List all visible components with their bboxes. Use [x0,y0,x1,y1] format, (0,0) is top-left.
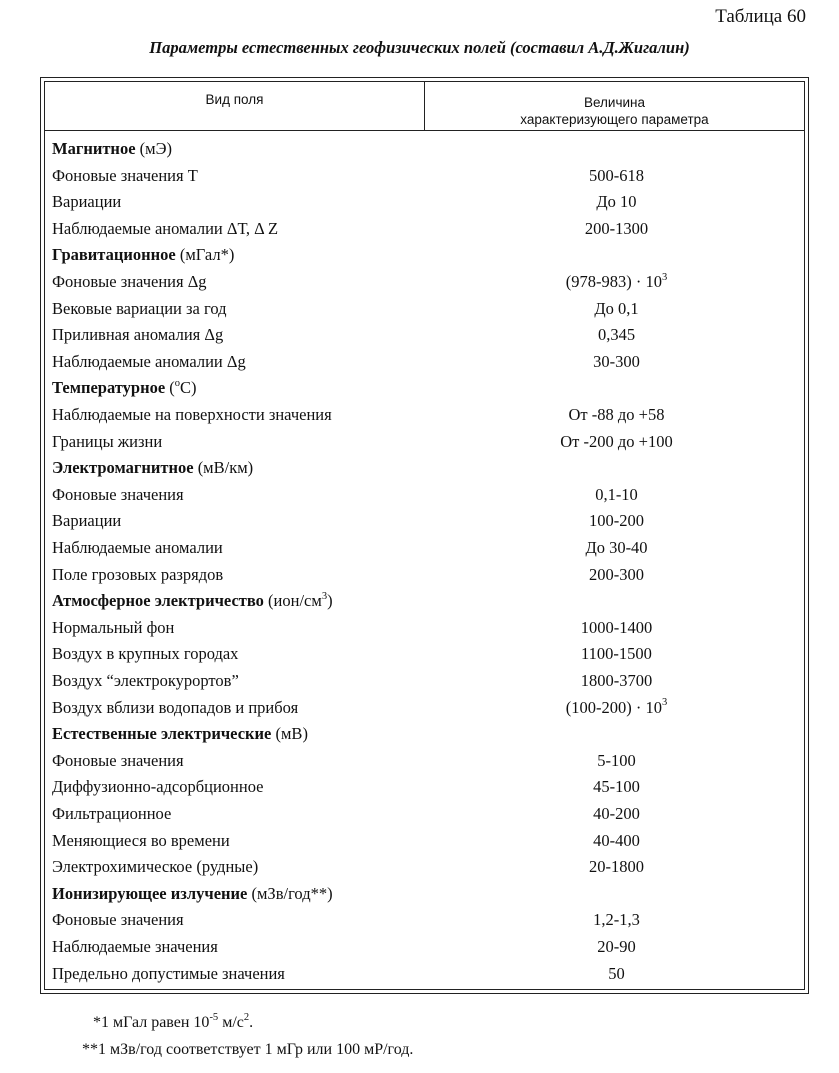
field-text: Нормальный фон [52,617,175,637]
field-name-cell [52,774,422,801]
table-section-row [45,881,804,908]
parameter-value: До 10 [596,192,637,212]
table-row [45,801,804,828]
field-text: Электрохимическое (рудные) [52,857,259,877]
field-text: Меняющиеся во времени [52,830,230,850]
field-text: Поле грозовых разрядов [52,564,224,584]
table-title: Параметры естественных геофизических полей (составил А.Д.Жигалин) [149,38,690,57]
table-header [45,82,804,131]
section-heading: Естественные электрические [52,724,272,744]
field-text: Фоновые значения [52,750,184,770]
field-text: (мЗв/год**) [247,883,333,903]
parameter-value-cell [425,907,808,934]
parameter-value-cell [425,189,808,216]
field-name-cell [52,216,422,243]
field-name-cell [52,881,422,908]
parameter-value: 0,345 [597,325,636,345]
parameter-value-cell [425,562,808,589]
parameter-value-cell [425,801,808,828]
field-text: Наблюдаемые аномалии [52,538,223,557]
table-row [45,322,804,349]
table-row [45,402,804,429]
field-name-cell [52,854,422,881]
field-name-cell [52,801,422,828]
parameter-value: 20-90 [597,937,636,956]
parameter-value: 50 [608,963,625,983]
parameter-value-exponent: 3 [661,697,668,709]
parameter-value-cell [425,615,808,642]
parameter-value-cell [425,482,808,509]
parameter-value-cell [425,774,808,801]
field-name-cell [52,402,422,429]
table-row [45,615,804,642]
field-text-superscript: о [174,377,181,389]
parameter-value: (100-200) · 10 [565,697,662,717]
parameter-value: 1,2-1,3 [593,910,640,930]
field-text: Наблюдаемые аномалии Δg [52,351,246,371]
field-text: Фоновые значения Δg [52,272,207,291]
field-name-cell [52,455,422,482]
table-row [45,641,804,668]
parameter-value: 1100-1500 [581,644,652,664]
table-section-row [45,375,804,402]
field-text: Воздух в крупных городах [52,644,239,664]
field-name-cell [52,269,422,296]
parameter-value: 200-300 [589,564,644,584]
table-row [45,296,804,323]
field-text: Фоновые значения [52,484,184,504]
section-heading: Магнитное [52,139,136,158]
parameter-value: От -200 до +100 [560,431,673,451]
table-section-row [45,455,804,482]
section-heading: Ионизирующее излучение [52,883,248,903]
table-row [45,163,804,190]
footnote-1-text: *1 мГал равен 10 [93,1014,210,1031]
field-text: Фоновые значения [52,910,184,930]
parameter-value-cell [425,668,808,695]
parameter-value: 5-100 [597,750,636,770]
parameter-value-cell [425,934,808,961]
section-heading: Температурное [52,378,166,398]
table-row [45,907,804,934]
parameter-value: 20-1800 [589,857,644,877]
field-name-cell [52,349,422,376]
table-row [45,269,804,296]
field-text: ( [165,378,175,398]
field-text: (мГал*) [175,245,235,265]
field-text: (мЭ) [135,139,172,158]
field-name-cell [52,482,422,509]
table-number-label: Таблица 60 [715,6,806,27]
field-name-cell [52,375,422,402]
field-text: Фоновые значения Т [52,165,198,185]
footnote-1-unit-exponent: 2 [243,1011,250,1023]
section-heading: Электромагнитное [52,458,194,478]
field-name-cell [52,242,422,269]
parameter-value-cell [425,269,808,296]
table-row [45,854,804,881]
parameter-value: От -88 до +58 [568,405,665,424]
parameter-value: До 30-40 [585,538,648,557]
table-row [45,828,804,855]
field-text: Границы жизни [52,431,163,451]
table-row [45,482,804,509]
field-name-cell [52,136,422,163]
footnote-1-unit: м/с [218,1014,244,1031]
table-row [45,748,804,775]
parameter-value-cell [425,854,808,881]
table-section-row [45,136,804,163]
field-text: Приливная аномалия Δg [52,325,224,345]
parameter-value-cell [425,641,808,668]
table-row [45,349,804,376]
parameter-value: До 0,1 [594,298,639,318]
field-name-cell [52,615,422,642]
parameter-value-cell [425,695,808,722]
field-name-cell [52,907,422,934]
data-table-inner [44,81,805,990]
parameter-value-cell [425,322,808,349]
table-row [45,934,804,961]
field-text: (мВ/км) [193,458,254,478]
field-text: Вариации [52,192,122,212]
field-text: Наблюдаемые аномалии ΔТ, Δ Z [52,218,279,238]
parameter-value: (978-983) · 10 [565,272,662,291]
field-text: Диффузионно-адсорбционное [52,777,264,797]
field-name-cell [52,588,422,615]
field-text: Наблюдаемые на поверхности значения [52,405,332,424]
parameter-value: 40-200 [593,804,640,823]
field-name-cell [52,163,422,190]
parameter-value-cell [425,216,808,243]
table-row [45,562,804,589]
field-name-cell [52,322,422,349]
field-text: Фильтрационное [52,804,172,823]
field-text: Наблюдаемые значения [52,937,218,956]
field-name-cell [52,934,422,961]
field-name-cell [52,562,422,589]
parameter-value-cell [425,429,808,456]
section-heading: Гравитационное [52,245,176,265]
field-text: (мВ) [271,724,308,744]
parameter-value-cell [425,535,808,562]
field-text: Воздух “электрокурортов” [52,671,239,690]
column-header-value-line2: характеризующего параметра [520,112,709,127]
parameter-value-cell [425,163,808,190]
field-text-superscript: 3 [321,590,328,602]
field-name-cell [52,828,422,855]
table-section-row [45,242,804,269]
footnote-2: **1 мЗв/год соответствует 1 мГр или 100 мР/год. [82,1041,414,1058]
parameter-value: 100-200 [589,511,644,531]
field-name-cell [52,748,422,775]
column-header-value [425,94,804,128]
parameter-value-cell [425,508,808,535]
table-row [45,189,804,216]
parameter-value: 1800-3700 [580,671,653,690]
field-text-end: ) [327,591,333,611]
parameter-value: 500-618 [589,165,644,185]
section-heading: Атмосферное электричество [52,591,264,611]
field-name-cell [52,641,422,668]
footnote-1 [93,1011,254,1032]
field-text: Воздух вблизи водопадов и прибоя [52,697,299,717]
field-text: Вариации [52,511,122,531]
footnote-1-exponent: -5 [209,1011,219,1023]
field-name-cell [52,668,422,695]
field-name-cell [52,508,422,535]
table-row [45,508,804,535]
table-section-row [45,588,804,615]
field-text: Вековые вариации за год [52,298,227,318]
table-row [45,695,804,722]
field-text: (ион/см [263,591,322,611]
table-row [45,961,804,988]
parameter-value-cell [425,828,808,855]
footnote-1-end: . [249,1014,254,1031]
parameter-value-cell [425,349,808,376]
parameter-value: 40-400 [593,830,640,850]
parameter-value: 0,1-10 [595,484,638,504]
column-header-field: Вид поля [205,92,264,107]
field-name-cell [52,429,422,456]
field-text-end: С) [180,378,197,398]
parameter-value-cell [425,748,808,775]
parameter-value-cell [425,402,808,429]
parameter-value: 1000-1400 [580,617,653,637]
data-table [40,77,809,994]
parameter-value-cell [425,961,808,988]
parameter-value: 30-300 [593,351,640,371]
table-section-row [45,721,804,748]
field-name-cell [52,296,422,323]
field-name-cell [52,721,422,748]
field-name-cell [52,189,422,216]
field-name-cell [52,961,422,988]
table-row [45,535,804,562]
table-row [45,429,804,456]
table-row [45,216,804,243]
parameter-value: 200-1300 [584,218,649,238]
field-name-cell [52,535,422,562]
parameter-value: 45-100 [593,777,640,797]
parameter-value-cell [425,296,808,323]
column-header-value-line1: Величина [583,95,646,110]
field-text: Предельно допустимые значения [52,963,285,983]
field-name-cell [52,695,422,722]
table-row [45,774,804,801]
table-row [45,668,804,695]
parameter-value-exponent: 3 [661,271,668,283]
